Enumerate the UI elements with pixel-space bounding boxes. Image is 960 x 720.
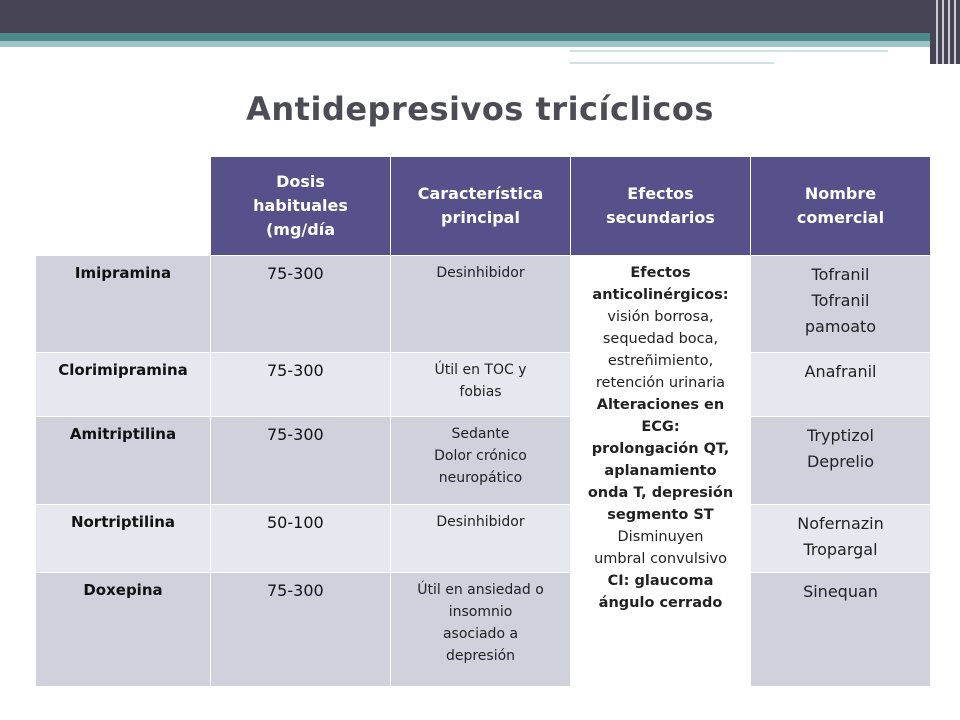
drug-name: Clorimipramina <box>36 353 211 417</box>
dose-value: 75-300 <box>211 353 391 417</box>
side-effect-text: Efectos <box>630 265 691 281</box>
table-row <box>36 417 931 505</box>
header-text: comercial <box>796 208 885 227</box>
top-band <box>0 0 960 33</box>
brand-text: Nofernazin <box>797 514 884 533</box>
table-row <box>36 256 931 353</box>
feature-text: Desinhibidor <box>436 514 525 530</box>
header-text: secundarios <box>606 208 715 227</box>
dose-value: 75-300 <box>211 573 391 687</box>
feature-text: insomnio <box>448 604 513 620</box>
side-effect-text: ángulo cerrado <box>598 595 723 611</box>
brand-cell <box>751 505 931 573</box>
brand-text: Tofranil <box>811 265 870 284</box>
header-text: Efectos <box>627 184 694 203</box>
header-text: habituales <box>253 196 348 215</box>
brand-text: Tropargal <box>803 540 878 559</box>
dose-value: 75-300 <box>211 417 391 505</box>
drug-name: Amitriptilina <box>36 417 211 505</box>
feature-text: Útil en ansiedad o <box>417 582 544 598</box>
feature-text: Desinhibidor <box>436 265 525 281</box>
side-effect-text: onda T, depresión <box>587 485 734 501</box>
header-text: Nombre <box>804 184 877 203</box>
side-effect-text: CI: glaucoma <box>607 573 714 589</box>
brand-text: Tofranil <box>811 291 870 310</box>
header-text: principal <box>441 208 520 227</box>
feature-cell <box>391 573 571 687</box>
header-brand <box>751 157 931 256</box>
header-dose <box>211 157 391 256</box>
slide-title: Antidepresivos tricíclicos <box>246 90 714 128</box>
table-row <box>36 505 931 573</box>
brand-text: pamoato <box>804 317 877 336</box>
feature-cell <box>391 353 571 417</box>
feature-text: asociado a <box>442 626 519 642</box>
feature-cell <box>391 417 571 505</box>
brand-cell <box>751 256 931 353</box>
feature-text: depresión <box>445 648 516 664</box>
decor-line <box>570 50 888 52</box>
dose-value: 50-100 <box>211 505 391 573</box>
drug-name: Nortriptilina <box>36 505 211 573</box>
header-text: Dosis <box>276 172 325 191</box>
blank-corner <box>36 157 211 256</box>
drug-name: Doxepina <box>36 573 211 687</box>
side-effect-text: ECG: <box>641 419 680 435</box>
brand-text: Anafranil <box>804 362 877 381</box>
side-effect-text: Alteraciones en <box>596 397 725 413</box>
side-effect-text: retención urinaria <box>595 375 726 391</box>
side-effect-text: sequedad boca, <box>602 331 719 347</box>
brand-cell <box>751 353 931 417</box>
feature-text: Útil en TOC y <box>434 362 527 378</box>
brand-cell <box>751 417 931 505</box>
feature-text: fobias <box>459 384 502 400</box>
decor-line <box>570 62 774 64</box>
brand-cell <box>751 573 931 687</box>
feature-cell <box>391 256 571 353</box>
side-effect-text: Disminuyen <box>617 529 704 545</box>
side-effect-text: umbral convulsivo <box>594 551 727 567</box>
table-row <box>36 353 931 417</box>
header-text: Característica <box>417 184 544 203</box>
feature-cell <box>391 505 571 573</box>
dose-value: 75-300 <box>211 256 391 353</box>
drug-name: Imipramina <box>36 256 211 353</box>
side-effect-text: segmento ST <box>607 507 714 523</box>
side-effects-cell <box>571 256 751 687</box>
table-row <box>36 573 931 687</box>
feature-text: neuropático <box>438 470 523 486</box>
brand-text: Deprelio <box>806 452 875 471</box>
header-row <box>36 157 931 256</box>
feature-text: Sedante <box>451 426 510 442</box>
side-effect-text: visión borrosa, <box>607 309 714 325</box>
brand-text: Sinequan <box>803 582 878 601</box>
teal-band <box>0 33 930 41</box>
header-feature <box>391 157 571 256</box>
side-effect-text: estreñimiento, <box>607 353 714 369</box>
side-effect-text: aplanamiento <box>604 463 717 479</box>
teal-band-light <box>0 41 930 47</box>
feature-text: Dolor crónico <box>434 448 527 464</box>
brand-text: Tryptizol <box>807 426 874 445</box>
drug-table <box>35 156 931 687</box>
right-stripes-decor <box>930 0 960 64</box>
header-side-effects <box>571 157 751 256</box>
side-effect-text: prolongación QT, <box>591 441 730 457</box>
header-text: (mg/día <box>265 220 335 239</box>
side-effect-text: anticolinérgicos: <box>592 287 729 303</box>
